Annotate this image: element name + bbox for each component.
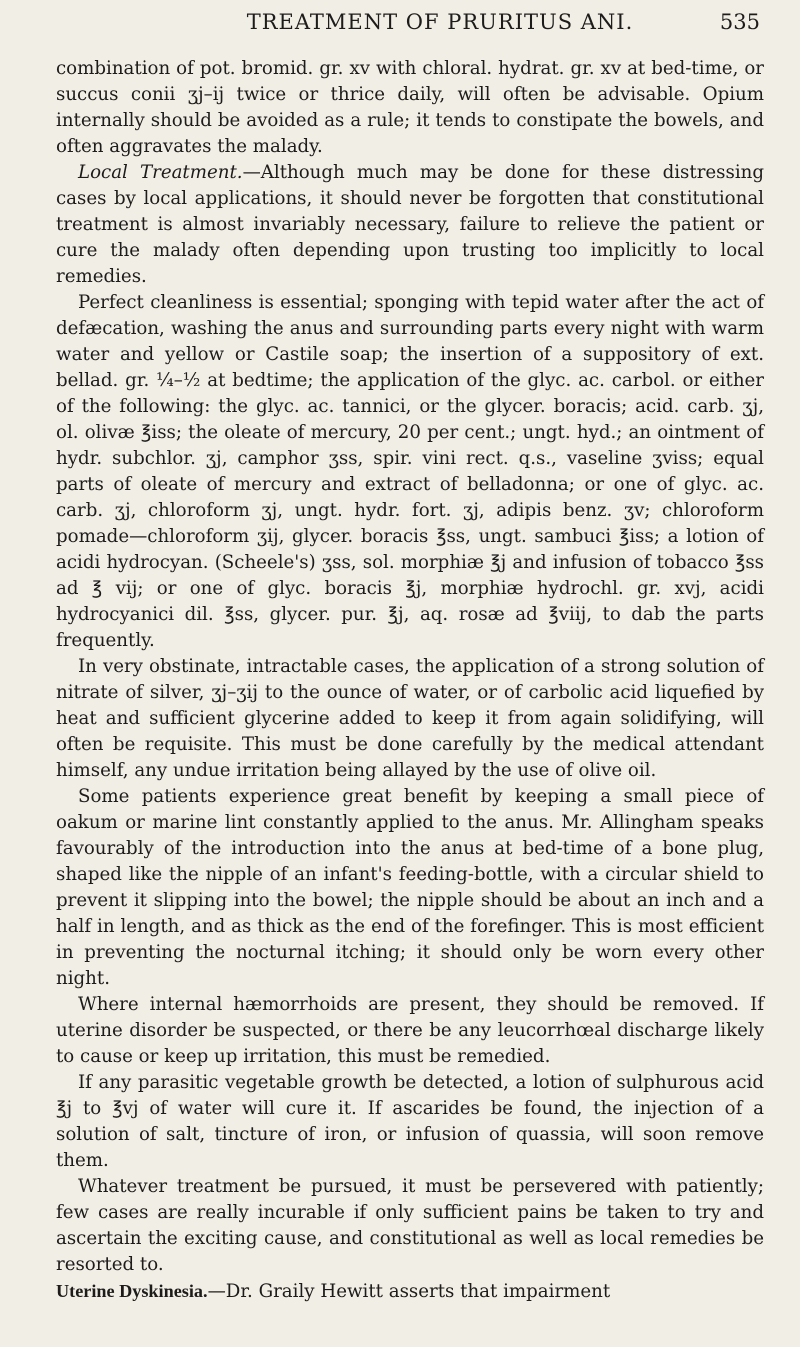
paragraph-obstinate-cases [56,654,764,784]
running-title: TREATMENT OF PRURITUS ANI. [246,10,634,34]
paragraph-parasitic [56,1070,764,1174]
section-heading-uterine-dyskinesia: Uterine Dyskinesia. [56,1281,208,1301]
paragraph-uterine-dyskinesia [56,1278,764,1305]
paragraph-text: In very obstinate, intractable cases, the application of a strong solution of nitrate of silver, ʒj–ʒij to the ounce of water, or of carbolic acid liquefied by heat and sufficient glycerine added to keep it from again solidifying, will often be requisite. This must be done carefully by the medical attendant himself, any undue irritation being allayed by the use of olive oil. [56,656,764,781]
paragraph-continuation [56,56,764,160]
running-header [56,6,764,46]
paragraph-cleanliness [56,290,764,654]
paragraph-haemorrhoids [56,992,764,1070]
paragraph-text: —Dr. Graily Hewitt asserts that impairment [207,1281,611,1302]
page-number: 535 [719,10,760,34]
paragraph-oakum [56,784,764,992]
paragraph-text: Some patients experience great benefit by keeping a small piece of oakum or marine lint constantly applied to the anus. Mr. Allingham speaks favourably of the introduction into the anus at bed-time of a bone plug, shaped like the nipple of an infant's feeding-bottle, with a circular shield to prevent it slipping into the bowel; the nipple should be about an inch and a half in length, and as thick as the end of the forefinger. This is most efficient in preventing the nocturnal itching; it should only be worn every other night. [56,786,764,989]
paragraph-perseverance [56,1174,764,1278]
paragraph-local-treatment [56,160,764,290]
paragraph-text: Where internal hæmorrhoids are present, they should be removed. If uterine disorder be suspected, or there be any leucorrhœal discharge likely to cause or keep up irritation, this must be remedied. [56,994,764,1067]
paragraph-text: —Although much may be done for these distressing cases by local applications, it should never be forgotten that constitutional treatment is almost invariably necessary, failure to relieve the patient or cure the malady often depending upon trusting too implicitly to local remedies. [56,162,764,287]
body-text [56,56,764,1305]
paragraph-text: Whatever treatment be pursued, it must be persevered with patiently; few cases are really incurable if only sufficient pains be taken to try and ascertain the exciting cause, and constitutional as well as local remedies be resorted to. [56,1176,764,1275]
paragraph-text: If any parasitic vegetable growth be detected, a lotion of sulphurous acid ℥j to ℥vj of water will cure it. If ascarides be found, the injection of a solution of salt, tincture of iron, or infusion of quassia, will soon remove them. [56,1072,764,1171]
paragraph-text: combination of pot. bromid. gr. xv with chloral. hydrat. gr. xv at bed-time, or succus conii ʒj–ij twice or thrice daily, will often be advisable. Opium internally should be avoided as a rule; it tends to constipate the bowels, and often aggravates the malady. [56,58,764,157]
section-heading-local-treatment: Local Treatment. [78,162,243,183]
paragraph-text: Perfect cleanliness is essential; sponging with tepid water after the act of defæcation, washing the anus and surrounding parts every night with warm water and yellow or Castile soap; the insertion of a suppository of ext. bellad. gr. ¼–½ at bedtime; the application of the glyc. ac. carbol. or either of the following: the glyc. ac. tannici, or the glycer. boracis; acid. carb. ʒj, ol. olivæ ℥iss; the oleate of mercury, 20 per cent.; ungt. hyd.; an ointment of hydr. subchlor. ʒj, camphor ʒss, spir. vini rect. q.s., vaseline ʒviss; equal parts of oleate of mercury and extract of belladonna; or one of glyc. ac. carb. ʒj, chloroform ʒj, ungt. hydr. fort. ʒj, adipis benz. ʒv; chloroform pomade—chloroform ʒij, glycer. boracis ℥ss, ungt. sambuci ℥iss; a lotion of acidi hydrocyan. (Scheele's) ʒss, sol. morphiæ ℥j and infusion of tobacco ℥ss ad ℥ vij; or one of glyc. boracis ℥j, morphiæ hydrochl. gr. xvj, acidi hydrocyanici dil. ℥ss, glycer. pur. ℥j, aq. rosæ ad ℥viij, to dab the parts frequently. [56,292,764,651]
